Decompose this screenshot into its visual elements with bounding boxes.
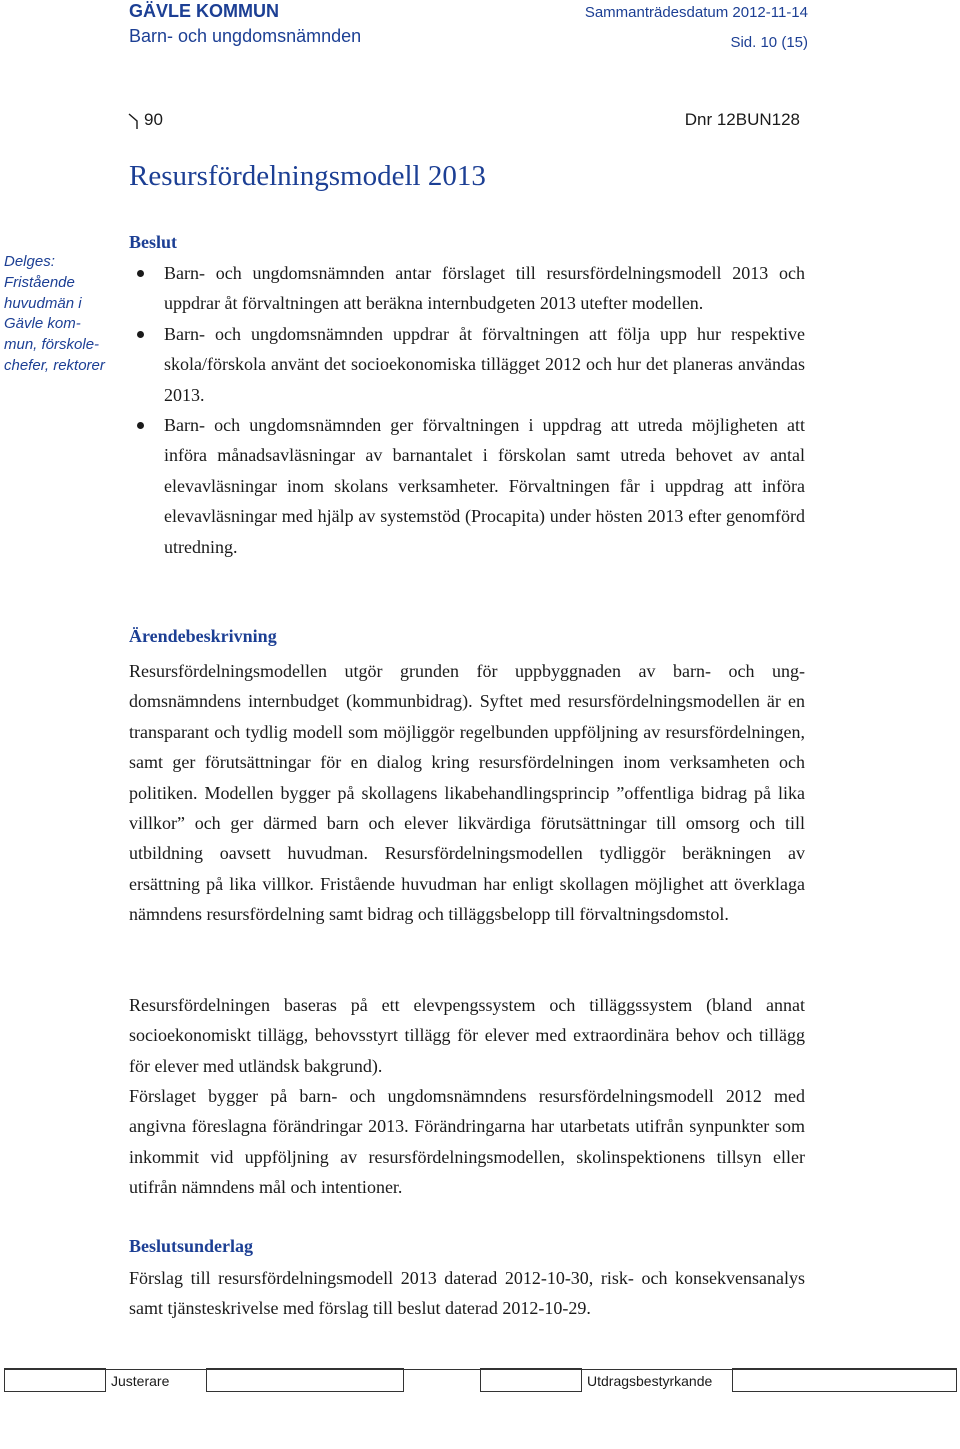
signature-box xyxy=(480,1368,582,1392)
adjuster-label: Justerare xyxy=(111,1373,170,1389)
decision-basis-text: Förslag till resursfördelningsmodell 2013 daterad 2012-10-30, risk- och konsekvensanalys samt tjänsteskrivelse med förslag till beslut daterad 2012-10-29. xyxy=(129,1268,805,1319)
distribution-line: chefer, rektorer xyxy=(4,356,105,374)
distribution-note xyxy=(4,252,124,377)
decision-item xyxy=(129,258,805,319)
decision-item-text: Barn- och ungdomsnämnden uppdrar åt förvaltningen att följa upp hur respektive skola/förskola använt det socioekonomiska tillägget 2012 och hur det planeras användas 2013. xyxy=(164,323,805,405)
distribution-line: Fristående xyxy=(4,273,75,291)
decision-basis-heading: Beslutsunderlag xyxy=(129,1236,254,1256)
decision-item-text: Barn- och ungdomsnämnden antar förslaget till resursfördelningsmodell 2013 och uppdrar åt förvaltningen att beräkna internbudgeten 2013 utefter modellen. xyxy=(164,263,805,314)
bullet-icon xyxy=(137,270,144,277)
section-number: 90 xyxy=(144,110,163,129)
meeting-date: Sammanträdesdatum 2012-11-14 xyxy=(584,4,808,21)
organization-name: GÄVLE KOMMUN xyxy=(129,1,279,21)
case-description-paragraph: Förslaget bygger på barn- och ungdomsnämndens resursfördelningsmodell 2012 med angivna föreslagna förändringar 2013. Förändringarna har utarbetats utifrån synpunkter som inkommit vid uppföljning av resursfördelningsmodellen, skolinspektionens tillsyn eller utifrån nämndens mål och intentioner. xyxy=(129,1086,805,1198)
page-title: Resursfördelningsmodell 2013 xyxy=(129,160,486,192)
signature-box xyxy=(4,1368,106,1392)
signature-box xyxy=(732,1368,957,1392)
bullet-icon xyxy=(137,422,144,429)
certified-extract-label: Utdragsbestyrkande xyxy=(587,1373,713,1389)
distribution-line: Gävle kom- xyxy=(4,315,81,333)
bullet-icon xyxy=(137,331,144,338)
case-description-heading: Ärendebeskrivning xyxy=(129,626,277,646)
signature-box xyxy=(206,1368,404,1392)
section-mark-icon xyxy=(128,113,138,130)
distribution-line: huvudmän i xyxy=(4,294,82,312)
diary-number: Dnr 12BUN128 xyxy=(684,110,800,129)
decision-item xyxy=(129,319,805,410)
department-name: Barn- och ungdomsnämnden xyxy=(129,26,362,46)
distribution-line: Delges: xyxy=(4,253,55,270)
decision-heading: Beslut xyxy=(129,232,178,252)
decision-item xyxy=(129,410,805,562)
case-description-paragraph: Resursfördelningen baseras på ett elevpengssystem och tilläggssystem (bland annat socioekonomiskt tillägg, behovsstyrt tillägg för elever med extraordinära behov och tillägg för elever med utländsk bakgrund). xyxy=(129,995,805,1076)
case-description-paragraph: Resursfördelningsmodellen utgör grunden för uppbyggnaden av barn- och ungdomsnämndens internbudget (kommunbidrag). Syftet med resursfördelningsmodellen är en transparant och tydlig modell som möjliggör regelbunden uppföljning av resursfördelningen, samt ger förutsättningar för en dialog kring resursfördelningen inom verksamheten och politiken. Modellen bygger på skollagens likabehandlingsprincip ”offentliga bidrag på lika villkor” och ger därmed barn och elever likvärdiga förutsättningar till omsorg och till utbildning oavsett huvudman. Resursfördelningsmodellen tydliggör beräkningen av ersättning på lika villkor. Fristående huvudman har enligt skollagen möjlighet att överklaga nämndens resursfördelning samt bidrag och tilläggsbelopp till förvaltningsdomstol. xyxy=(129,661,805,925)
decision-list xyxy=(129,258,805,562)
decision-item-text: Barn- och ungdomsnämnden ger förvaltningen i uppdrag att utreda möjligheten att införa månadsavläsningar av barnantalet i förskolan samt utreda behovet av antal elevavläsningar inom skolans verksamheter. Förvaltningen får i uppdrag att införa elevavläsningar med hjälp av systemstöd (Procapita) under hösten 2013 efter genomförd utredning. xyxy=(164,415,805,557)
page-number: Sid. 10 (15) xyxy=(730,34,808,51)
distribution-line: mun, förskole- xyxy=(4,336,100,354)
